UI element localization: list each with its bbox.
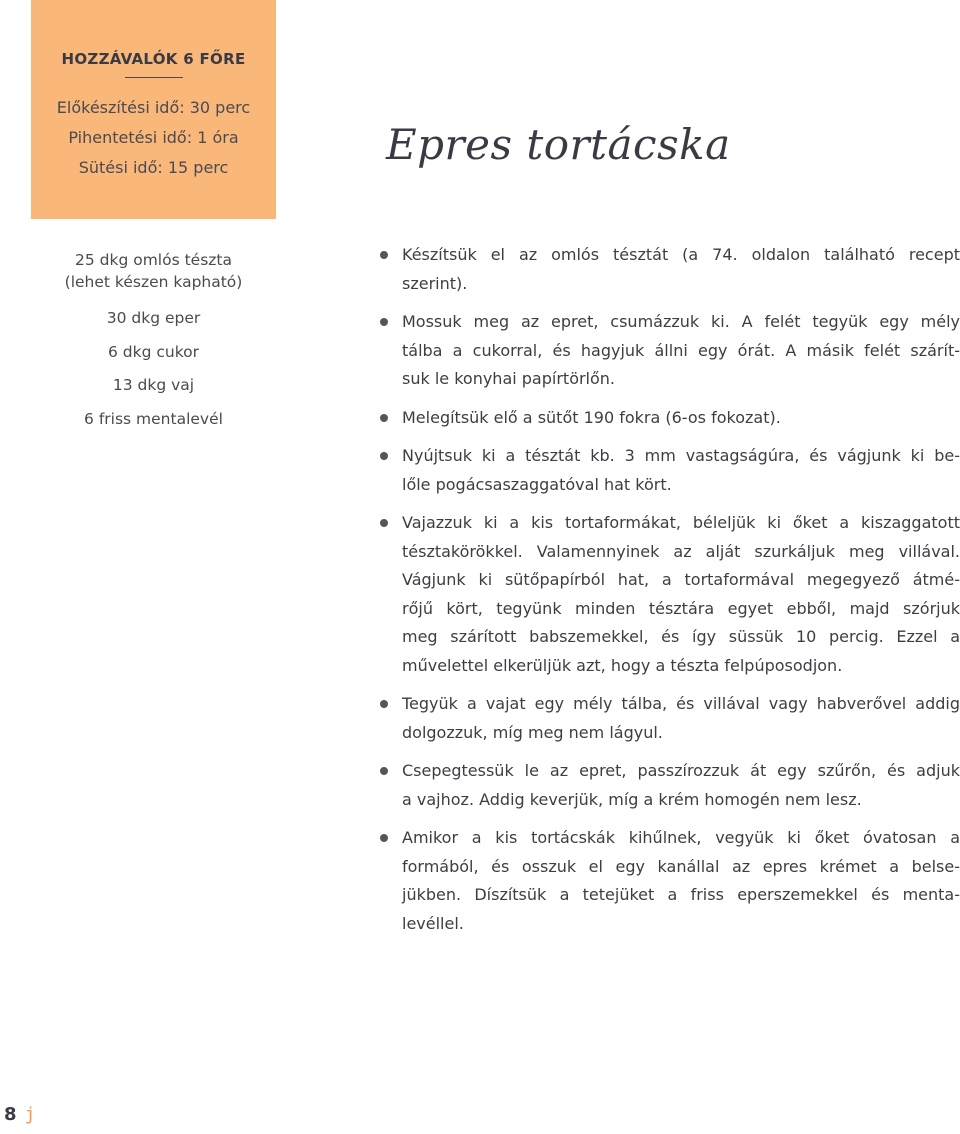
recipe-info-box — [31, 0, 276, 219]
chapter-mark: j — [24, 1104, 36, 1125]
ingredient-butter: 13 dkg vaj — [112, 376, 195, 394]
recipe-title: Epres tortácska — [386, 120, 731, 169]
bullet-icon — [380, 452, 388, 460]
instruction-line: Készítsük el az omlós tésztát (a 74. oldalon található recept — [402, 245, 960, 264]
bullet-icon — [380, 700, 388, 708]
ingredient-dough-line: 25 dkg omlós tészta — [74, 251, 232, 269]
heading-divider — [125, 77, 183, 78]
instruction-step — [380, 690, 960, 747]
instruction-line: Nyújtsuk ki a tésztát kb. 3 mm vastagságúra, és vágjunk ki be- — [402, 446, 960, 465]
instruction-line: Tegyük a vajat egy mély tálba, és villával vagy habverővel addig — [402, 694, 960, 713]
instruction-line: suk le konyhai papírtörlőn. — [402, 369, 616, 388]
instruction-steps — [380, 241, 960, 948]
instruction-step — [380, 241, 960, 298]
instruction-line: meg szárított babszemekkel, és így süssük 10 percig. Ezzel a — [402, 627, 960, 646]
instruction-step — [380, 308, 960, 394]
ingredient-sugar: 6 dkg cukor — [108, 342, 199, 361]
time-info — [31, 93, 276, 183]
instruction-line: Mossuk meg az epret, csumázzuk ki. A felét tegyük egy mély — [402, 312, 960, 331]
instruction-line: szerint). — [402, 273, 468, 293]
servings-heading: HOZZÁVALÓK 6 FŐRE — [61, 50, 246, 68]
page-footer — [4, 1104, 35, 1125]
instruction-line: Vágjunk ki sütőpapírból hat, a tortaformával megegyező átmé- — [402, 570, 960, 589]
instruction-line: Melegítsük elő a sütőt 190 fokra (6-os fokozat). — [402, 407, 781, 427]
instruction-line: levéllel. — [402, 913, 464, 933]
rest-time: Pihentetési idő: 1 óra — [68, 128, 239, 147]
bullet-icon — [380, 834, 388, 842]
instruction-line: lőle pogácsaszaggatóval hat kört. — [402, 474, 672, 494]
ingredient-dough-note: (lehet készen kapható) — [64, 273, 243, 291]
instruction-line: tésztakörökkel. Valamennyinek az alját szurkáljuk meg villával. — [402, 541, 960, 561]
instruction-line: dolgozzuk, míg meg nem lágyul. — [402, 722, 663, 742]
instruction-line: formából, és osszuk el egy kanállal az epres krémet a belse- — [402, 856, 960, 876]
ingredient-strawberry: 30 dkg eper — [106, 309, 201, 327]
instruction-step — [380, 824, 960, 938]
bullet-icon — [380, 251, 388, 259]
ingredient-mint: 6 friss mentalevél — [84, 409, 223, 428]
bake-time: Sütési idő: 15 perc — [78, 158, 229, 177]
ingredient-dough — [31, 249, 276, 293]
instruction-step — [380, 509, 960, 680]
instruction-step — [380, 404, 960, 433]
instruction-line: művelettel elkerüljük azt, hogy a tészta felpúposodjon. — [402, 655, 843, 675]
instruction-step — [380, 757, 960, 814]
instruction-line: a vajhoz. Addig keverjük, míg a krém homogén nem lesz. — [402, 789, 862, 809]
instruction-line: rőjű kört, tegyünk minden tésztára egyet ebből, majd szórjuk — [402, 598, 960, 618]
instruction-step — [380, 442, 960, 499]
instruction-line: jükben. Díszítsük a tetejüket a friss eperszemekkel és menta- — [402, 885, 960, 904]
instruction-line: tálba a cukorral, és hagyjuk állni egy órát. A másik felét szárít- — [402, 340, 960, 360]
instruction-line: Vajazzuk ki a kis tortaformákat, béleljük ki őket a kiszaggatott — [402, 513, 960, 532]
bullet-icon — [380, 519, 388, 527]
bullet-icon — [380, 318, 388, 326]
instruction-line: Amikor a kis tortácskák kihűlnek, vegyük ki őket óvatosan a — [402, 828, 960, 847]
bullet-icon — [380, 767, 388, 775]
instruction-line: Csepegtessük le az epret, passzírozzuk át egy szűrőn, és adjuk — [402, 761, 960, 780]
bullet-icon — [380, 414, 388, 422]
prep-time: Előkészítési idő: 30 perc — [56, 98, 251, 117]
page-number: 8 — [4, 1104, 17, 1125]
ingredient-list — [31, 249, 276, 441]
